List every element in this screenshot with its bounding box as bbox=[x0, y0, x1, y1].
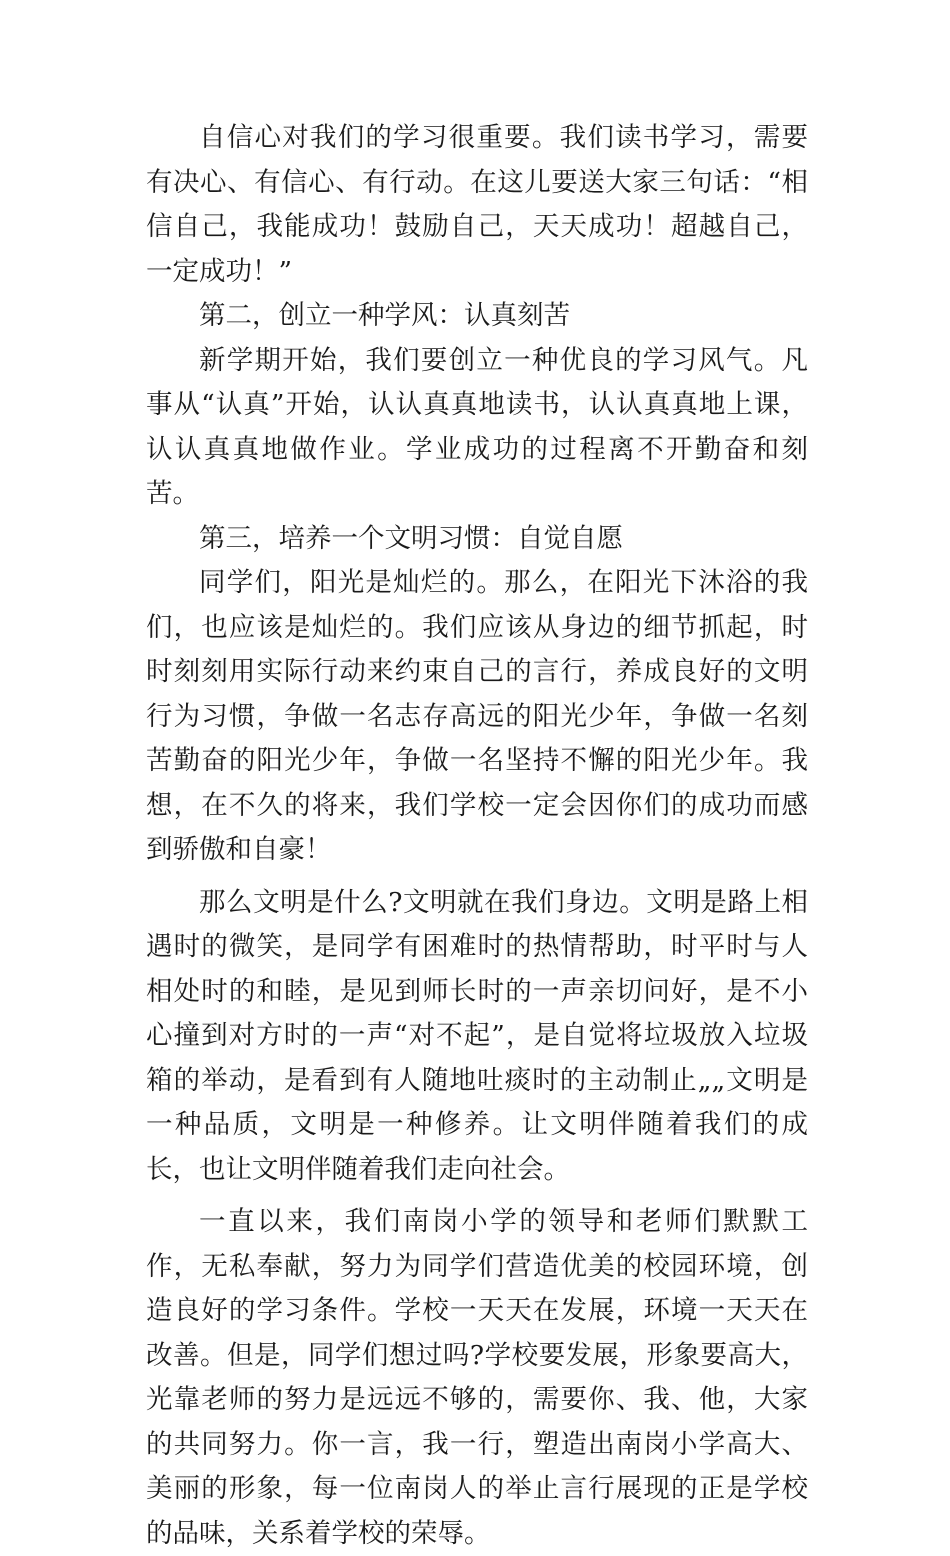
paragraph-sunshine: 同学们，阳光是灿烂的。那么，在阳光下沐浴的我们，也应该是灿烂的。我们应该从身边的细节抓起，时时刻刻用实际行动来约束自己的言行，养成良好的文明行为习惯，争做一名志存高远的阳光少年，争做一名刻苦勤奋的阳光少年，争做一名坚持不懈的阳光少年。我想，在不久的将来，我们学校一定会因你们的成功而感到骄傲和自豪！ bbox=[146, 567, 808, 865]
section-heading-civility-habit: 第三，培养一个文明习惯：自觉自愿 bbox=[199, 522, 623, 554]
document-body bbox=[146, 116, 808, 1556]
paragraph-confidence: 自信心对我们的学习很重要。我们读书学习，需要有决心、有信心、有行动。在这儿要送大家三句话：“相信自己，我能成功！鼓励自己，天天成功！超越自己，一定成功！” bbox=[146, 122, 808, 287]
paragraph-school-teachers: 一直以来，我们南岗小学的领导和老师们默默工作，无私奉献，努力为同学们营造优美的校园环境，创造良好的学习条件。学校一天天在发展，环境一天天在改善。但是，同学们想过吗?学校要发展，形象要高大，光靠老师的努力是远远不够的，需要你、我、他，大家的共同努力。你一言，我一行，塑造出南岗小学高大、美丽的形象，每一位南岗人的举止言行展现的正是学校的品味，关系着学校的荣辱。 bbox=[146, 1206, 808, 1549]
section-heading-study-style: 第二，创立一种学风：认真刻苦 bbox=[199, 300, 570, 331]
paragraph-what-is-civility: 那么文明是什么?文明就在我们身边。文明是路上相遇时的微笑，是同学有困难时的热情帮助，时平时与人相处时的和睦，是见到师长时的一声亲切问好，是不小心撞到对方时的一声“对不起”，是自觉将垃圾放入垃圾箱的举动，是看到有人随地吐痰时的主动制止„„文明是一种品质，文明是一种修养。让文明伴随着我们的成长，也让文明伴随着我们走向社会。 bbox=[146, 886, 808, 1185]
paragraph-study-style: 新学期开始，我们要创立一种优良的学习风气。凡事从“认真”开始，认认真真地读书，认认真真地上课，认认真真地做作业。学业成功的过程离不开勤奋和刻苦。 bbox=[146, 344, 808, 509]
